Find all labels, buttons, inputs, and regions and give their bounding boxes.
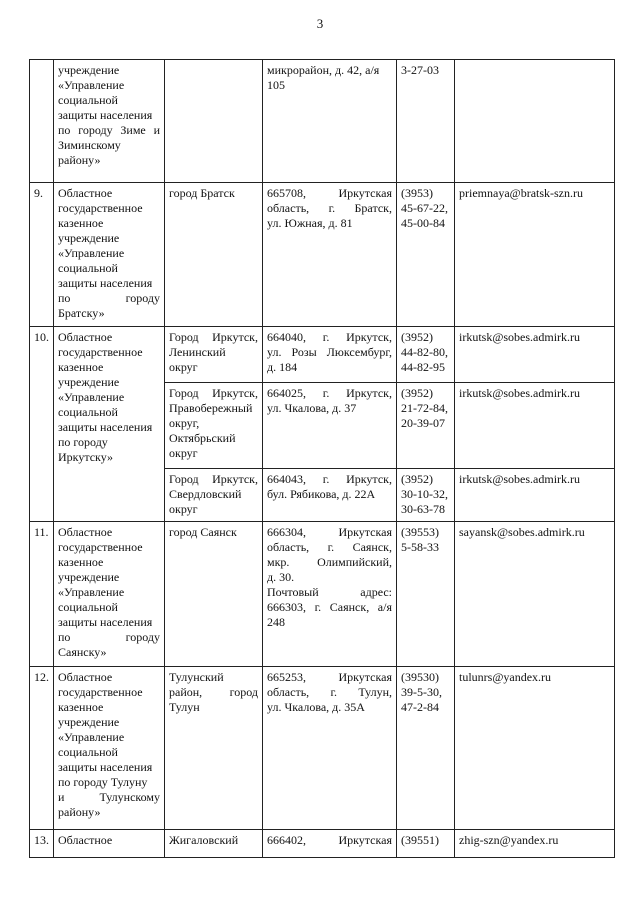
institution-name: [54, 830, 165, 858]
address-line: ул. Чкалова, д. 37: [267, 401, 357, 415]
address-line: [267, 345, 392, 360]
address-line: [267, 386, 392, 401]
row-number: [30, 60, 54, 183]
institution-line: социальной: [58, 745, 118, 759]
institution-line: [58, 291, 160, 306]
word: Розы: [291, 345, 317, 359]
row-number: 12.: [30, 667, 54, 830]
territory-line: Тулун: [169, 700, 200, 714]
word: 666304,: [267, 525, 306, 539]
phone-line: 3-27-03: [401, 63, 439, 77]
institution-line: государственное: [58, 345, 143, 359]
institution-line: «Управление: [58, 585, 125, 599]
phone-line: (3952): [401, 386, 433, 400]
phone-line: 5-58-33: [401, 540, 439, 554]
word: Иркутск,: [212, 330, 258, 344]
word: Город: [169, 472, 199, 486]
address-line: ул. Чкалова, д. 35А: [267, 700, 365, 714]
phone: [397, 383, 455, 469]
institution-line: району»: [58, 153, 101, 167]
phone-line: 45-00-84: [401, 216, 445, 230]
institution-line: казенное: [58, 555, 104, 569]
phone-line: 30-10-32,: [401, 487, 448, 501]
territory-line: Правобережный: [169, 401, 253, 415]
word: по: [58, 123, 71, 137]
phone-line: (3952): [401, 330, 433, 344]
institution-line: социальной: [58, 261, 118, 275]
word: Иркутск,: [346, 472, 392, 486]
email-link[interactable]: sayansk@sobes.admirk.ru: [455, 522, 615, 667]
phone-line: (39553): [401, 525, 439, 539]
email-link[interactable]: irkutsk@sobes.admirk.ru: [455, 383, 615, 469]
institution-line: учреждение: [58, 570, 120, 584]
word: 664043,: [267, 472, 306, 486]
word: и: [153, 123, 160, 137]
word: 665253,: [267, 670, 306, 684]
phone: [397, 667, 455, 830]
word: Иркутская: [338, 525, 392, 539]
word: область,: [267, 685, 310, 699]
address-line: ул. Южная, д. 81: [267, 216, 353, 230]
address: [263, 522, 397, 667]
word: 666402,: [267, 833, 306, 847]
address: [263, 183, 397, 327]
phone-line: 30-63-78: [401, 502, 445, 516]
address: [263, 667, 397, 830]
phone: [397, 469, 455, 522]
address-line: д. 184: [267, 360, 298, 374]
territory: [165, 469, 263, 522]
word: ул.: [267, 345, 282, 359]
word: Люксембург,: [326, 345, 392, 359]
row-number: 9.: [30, 183, 54, 327]
word: городу: [125, 630, 160, 644]
word: Город: [169, 330, 199, 344]
address-line: [267, 540, 392, 555]
word: область,: [267, 201, 310, 215]
word: Саянск,: [329, 600, 370, 614]
email-link[interactable]: [455, 60, 615, 183]
institution-line: району»: [58, 805, 101, 819]
territory-line: округ,: [169, 416, 200, 430]
word: район,: [169, 685, 203, 699]
address-line: [267, 670, 392, 685]
word: Иркутская: [338, 833, 392, 847]
address-line: [267, 555, 392, 570]
territory-line: город Саянск: [169, 525, 237, 539]
institution-name: [54, 522, 165, 667]
word: г.: [314, 600, 322, 614]
address-line: [267, 330, 392, 345]
word: городу: [78, 123, 113, 137]
institution-line: учреждение: [58, 375, 120, 389]
institution-line: «Управление: [58, 390, 125, 404]
address: [263, 327, 397, 383]
word: Олимпийский,: [317, 555, 392, 569]
page-number: 3: [316, 16, 324, 31]
email-link[interactable]: priemnaya@bratsk-szn.ru: [455, 183, 615, 327]
institution-line: защиты населения: [58, 276, 153, 290]
phone-line: 47-2-84: [401, 700, 439, 714]
phone: [397, 522, 455, 667]
territory-line: округ: [169, 502, 198, 516]
institution-line: учреждение: [58, 231, 120, 245]
word: Город: [169, 386, 199, 400]
address-line: д. 30.: [267, 570, 295, 584]
word: г.: [327, 540, 335, 554]
table-row: [30, 183, 615, 327]
word: Иркутск,: [212, 386, 258, 400]
table-row: [30, 667, 615, 830]
territory-line: Октябрьский: [169, 431, 236, 445]
territory-line: [169, 472, 258, 487]
word: область,: [267, 540, 310, 554]
word: Иркутск,: [346, 386, 392, 400]
word: 664040,: [267, 330, 306, 344]
territory: [165, 522, 263, 667]
territory-line: Свердловский: [169, 487, 242, 501]
address-line: [267, 685, 392, 700]
territory-line: Тулунский: [169, 670, 224, 684]
phone-line: 45-67-22,: [401, 201, 448, 215]
territory-line: город Братск: [169, 186, 235, 200]
institution-line: «Управление: [58, 730, 125, 744]
table-row: [30, 60, 615, 183]
word: г.: [322, 472, 330, 486]
territory: [165, 383, 263, 469]
word: Братск,: [354, 201, 392, 215]
territory-line: округ: [169, 360, 198, 374]
institution-line: Братску»: [58, 306, 105, 320]
word: Тулун,: [358, 685, 392, 699]
institution-line: защиты населения: [58, 108, 153, 122]
word: город: [229, 685, 258, 699]
institution-line: Областное: [58, 833, 113, 847]
table-row: [30, 327, 615, 383]
territory-line: [169, 685, 258, 700]
address-line: [267, 585, 392, 600]
institution-line: «Управление: [58, 78, 125, 92]
word: Иркутская: [338, 186, 392, 200]
address-line: [267, 600, 392, 615]
address-line: [267, 472, 392, 487]
word: 666303,: [267, 600, 306, 614]
word: по: [58, 630, 71, 644]
word: по: [58, 291, 71, 305]
institution-line: Иркутску»: [58, 450, 114, 464]
word: г.: [330, 685, 338, 699]
phone-line: 20-39-07: [401, 416, 445, 430]
word: Иркутск,: [346, 330, 392, 344]
word: а/я: [377, 600, 392, 614]
email-link[interactable]: irkutsk@sobes.admirk.ru: [455, 469, 615, 522]
institution-line: социальной: [58, 600, 118, 614]
territory-line: [169, 330, 258, 345]
phone-line: (3953): [401, 186, 433, 200]
territory-line: Жигаловский: [169, 833, 239, 847]
phone-line: 44-82-95: [401, 360, 445, 374]
address-line: [267, 201, 392, 216]
phone-line: (3952): [401, 472, 433, 486]
territory-line: [169, 386, 258, 401]
institution-line: учреждение: [58, 715, 120, 729]
phone: [397, 60, 455, 183]
institution-name: [54, 327, 165, 522]
institution-line: [58, 630, 160, 645]
word: 665708,: [267, 186, 306, 200]
institution-line: по городу: [58, 435, 108, 449]
word: г.: [322, 330, 330, 344]
address: [263, 830, 397, 858]
phone-line: 39-5-30,: [401, 685, 442, 699]
word: мкр.: [267, 555, 290, 569]
institution-line: Областное: [58, 670, 113, 684]
word: городу: [125, 291, 160, 305]
institution-line: [58, 123, 160, 138]
row-number: 13.: [30, 830, 54, 858]
email-link[interactable]: tulunrs@yandex.ru: [455, 667, 615, 830]
word: и: [58, 790, 65, 804]
territory: [165, 60, 263, 183]
institution-line: казенное: [58, 216, 104, 230]
word: Иркутск,: [212, 472, 258, 486]
institution-line: социальной: [58, 405, 118, 419]
phone: [397, 183, 455, 327]
institution-line: казенное: [58, 700, 104, 714]
institution-line: Областное: [58, 330, 113, 344]
address-line: 105: [267, 78, 285, 92]
word: Тулунскому: [99, 790, 160, 804]
table-row: [30, 830, 615, 858]
word: Саянск,: [352, 540, 392, 554]
word: 664025,: [267, 386, 306, 400]
institutions-table: [29, 59, 615, 858]
address-line: 248: [267, 615, 285, 629]
territory: [165, 667, 263, 830]
territory-line: округ: [169, 446, 198, 460]
institution-line: «Управление: [58, 246, 125, 260]
row-number: 11.: [30, 522, 54, 667]
phone-line: 21-72-84,: [401, 401, 448, 415]
institution-line: государственное: [58, 201, 143, 215]
phone-line: (39530): [401, 670, 439, 684]
word: Иркутская: [338, 670, 392, 684]
institution-line: государственное: [58, 685, 143, 699]
institution-line: Зиминскому: [58, 138, 121, 152]
word: Зиме: [120, 123, 146, 137]
address: [263, 469, 397, 522]
territory: [165, 183, 263, 327]
institution-name: [54, 60, 165, 183]
address-line: бул. Рябикова, д. 22А: [267, 487, 376, 501]
institution-line: [58, 790, 160, 805]
territory: [165, 327, 263, 383]
address-line: микрорайон, д. 42, а/я: [267, 63, 380, 77]
phone-line: (39551): [401, 833, 439, 847]
address-line: [267, 186, 392, 201]
address-line: [267, 833, 392, 848]
word: г.: [322, 386, 330, 400]
territory-line: Ленинский: [169, 345, 226, 359]
row-number: 10.: [30, 327, 54, 522]
institution-line: Саянску»: [58, 645, 107, 659]
address-line: [267, 525, 392, 540]
phone: [397, 327, 455, 383]
territory: [165, 830, 263, 858]
word: адрес:: [360, 585, 392, 599]
institution-line: государственное: [58, 540, 143, 554]
institution-name: [54, 183, 165, 327]
institution-line: социальной: [58, 93, 118, 107]
table-row: [30, 522, 615, 667]
institution-line: учреждение: [58, 63, 120, 77]
email-link[interactable]: zhig-szn@yandex.ru: [455, 830, 615, 858]
institution-line: Областное: [58, 525, 113, 539]
institution-name: [54, 667, 165, 830]
word: Почтовый: [267, 585, 319, 599]
word: г.: [328, 201, 336, 215]
address: [263, 383, 397, 469]
institution-line: защиты населения: [58, 420, 153, 434]
address: [263, 60, 397, 183]
email-link[interactable]: irkutsk@sobes.admirk.ru: [455, 327, 615, 383]
institution-line: по городу Тулуну: [58, 775, 148, 789]
institution-line: казенное: [58, 360, 104, 374]
institution-line: Областное: [58, 186, 113, 200]
phone: [397, 830, 455, 858]
institution-line: защиты населения: [58, 615, 153, 629]
institution-line: защиты населения: [58, 760, 153, 774]
phone-line: 44-82-80,: [401, 345, 448, 359]
